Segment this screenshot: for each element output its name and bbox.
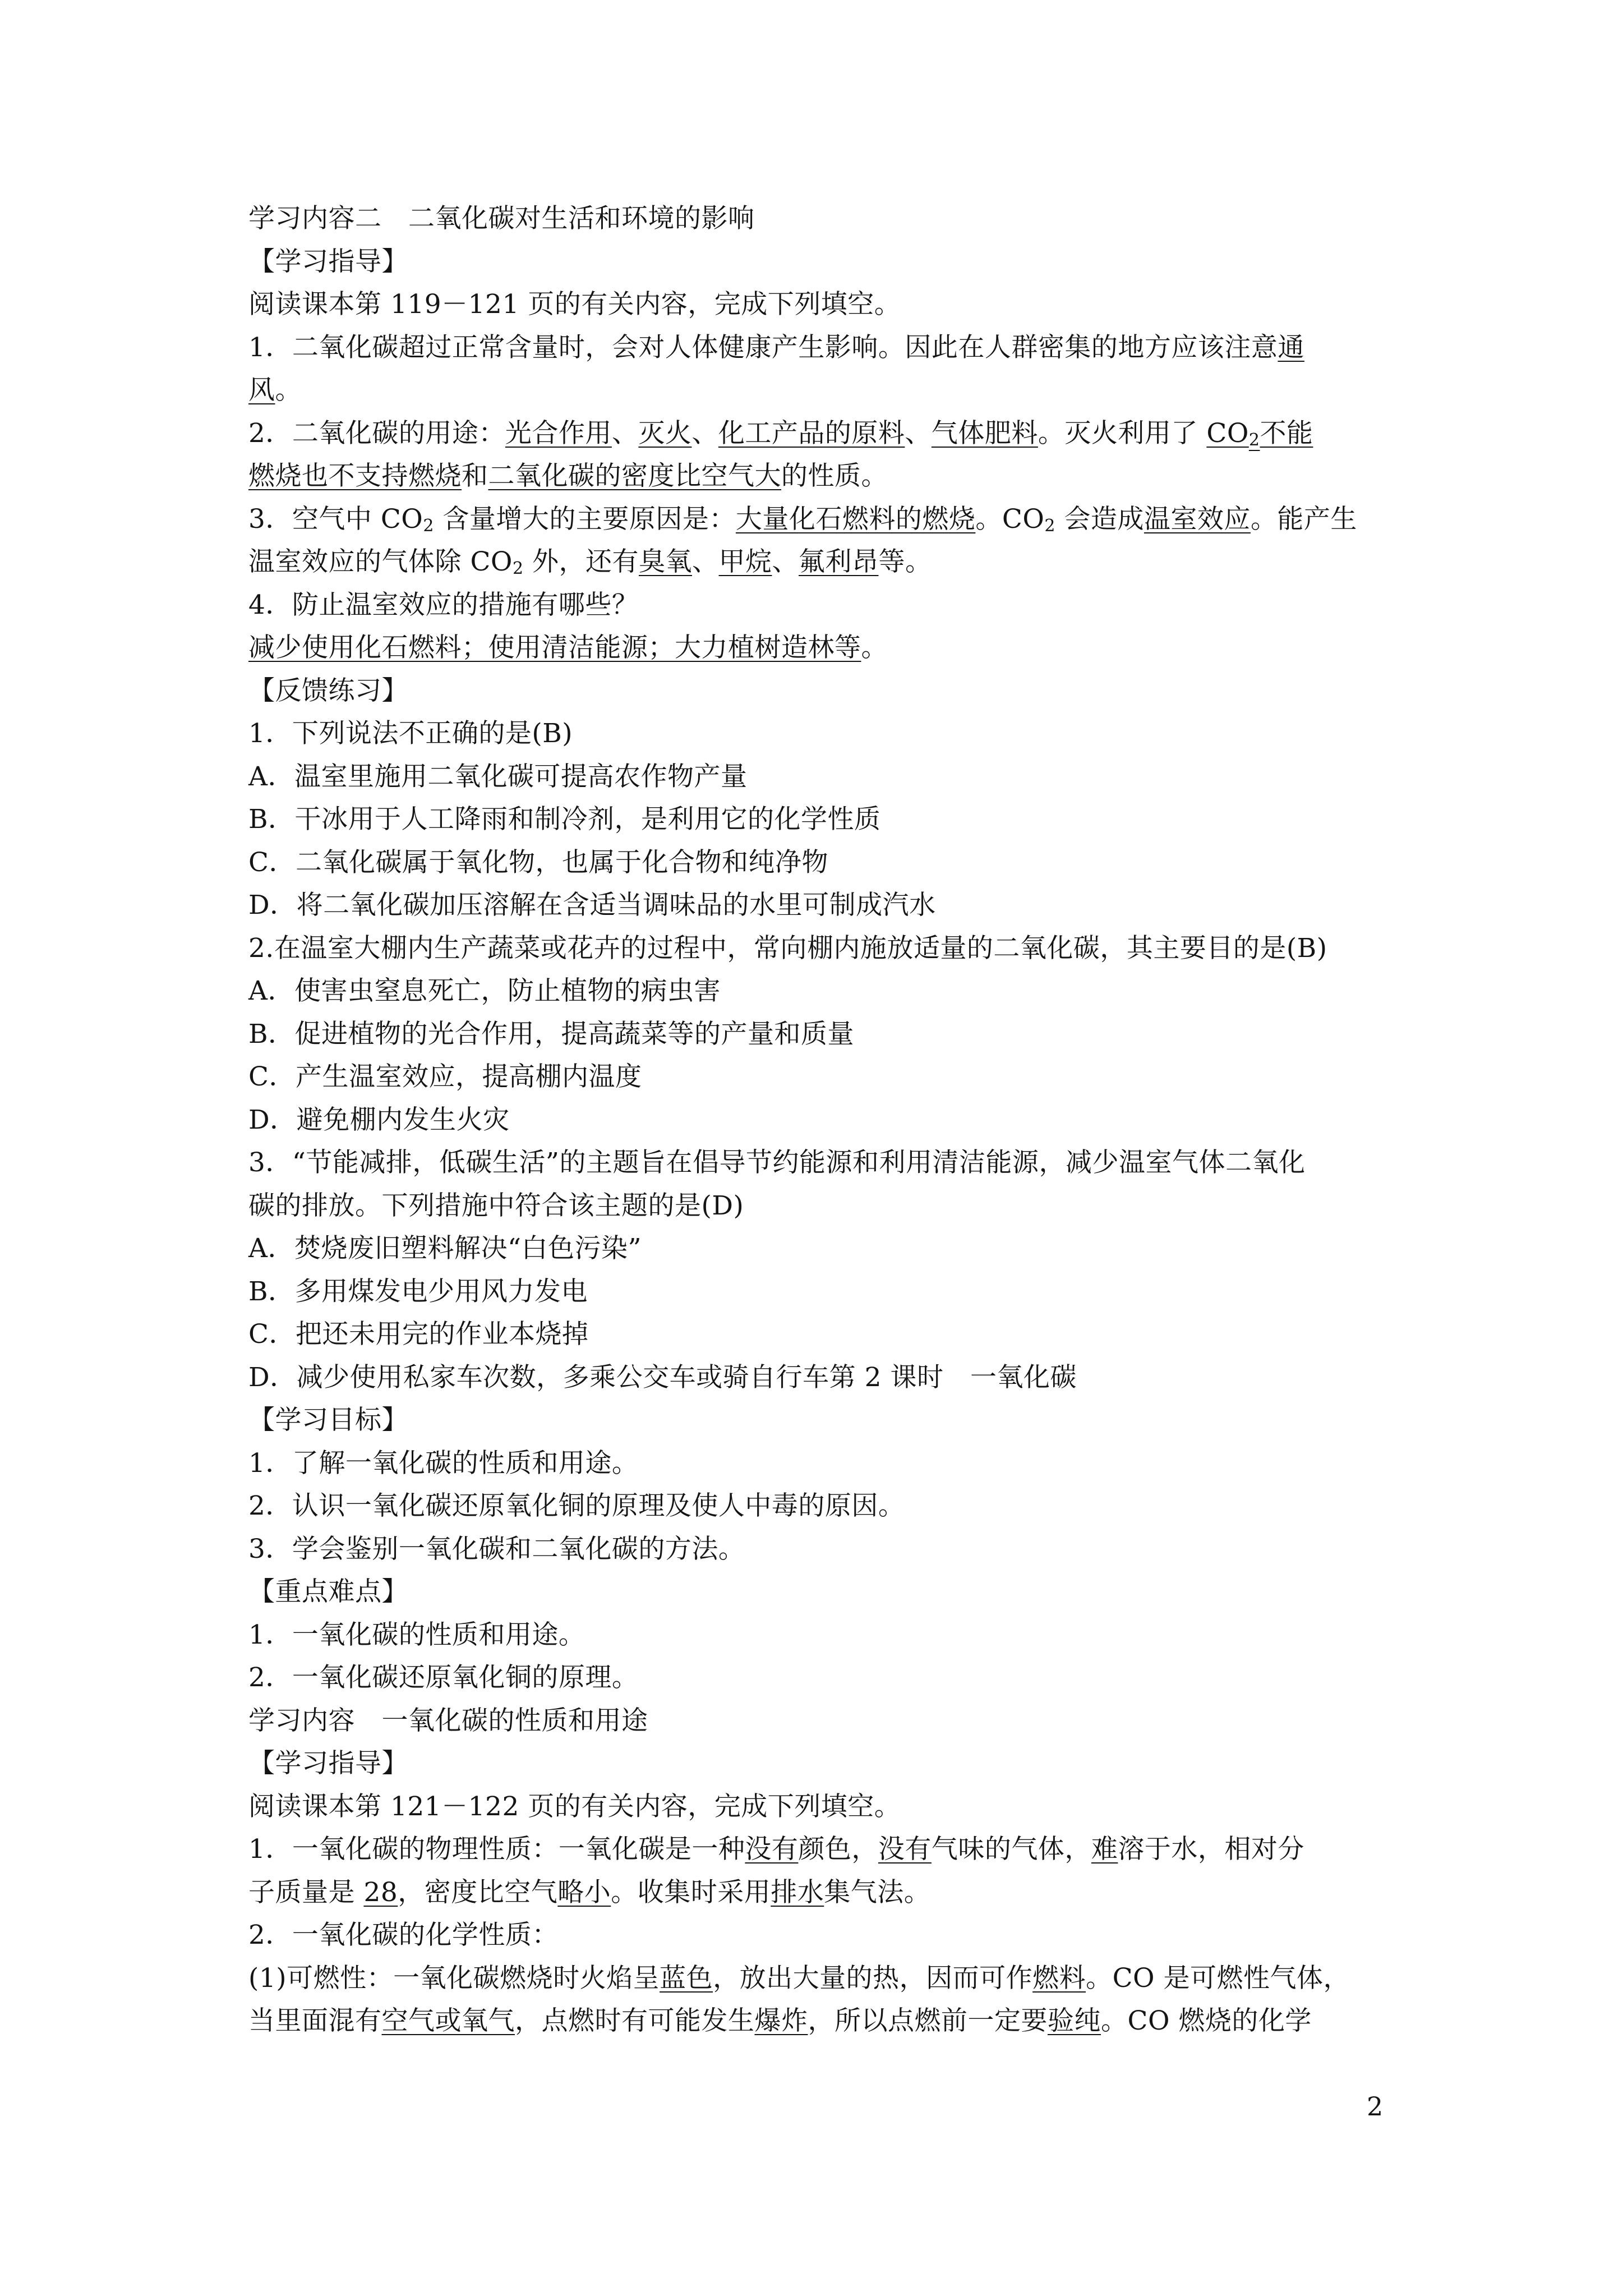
answer-fill: 2 xyxy=(1248,430,1260,450)
text-segment: ，密度比空气 xyxy=(398,1876,558,1908)
text-segment: C．二氧化碳属于氧化物，也属于化合物和纯净物 xyxy=(248,846,828,878)
text-segment: 1．一氧化碳的物理性质：一氧化碳是一种 xyxy=(248,1834,745,1865)
text-line xyxy=(248,1786,1393,1829)
text-segment: D．将二氧化碳加压溶解在含适当调味品的水里可制成汽水 xyxy=(248,890,936,921)
page-number: 2 xyxy=(1367,2091,1384,2122)
answer-fill: 28 xyxy=(363,1876,398,1908)
text-line xyxy=(248,1957,1393,2000)
text-segment: 阅读课本第 119－121 页的有关内容，完成下列填空。 xyxy=(248,289,901,320)
text-segment: 。CO 燃烧的化学 xyxy=(1101,2005,1312,2036)
text-segment: B．多用煤发电少用风力发电 xyxy=(248,1276,588,1307)
text-segment: 1．了解一氧化碳的性质和用途。 xyxy=(248,1447,639,1479)
text-segment: C．产生温室效应，提高棚内温度 xyxy=(248,1061,642,1092)
text-line xyxy=(248,1099,1393,1142)
text-line xyxy=(248,1013,1393,1056)
text-segment: 3．“节能减排，低碳生活”的主题旨在倡导节约能源和利用清洁能源，减少温室气体二氧化 xyxy=(248,1147,1306,1178)
answer-fill: 气体肥料 xyxy=(931,417,1038,449)
text-line xyxy=(248,1828,1393,1871)
text-line xyxy=(248,798,1393,841)
answer-fill: 臭氧 xyxy=(638,546,692,577)
subscript: 2 xyxy=(1044,516,1055,536)
text-segment: 【反馈练习】 xyxy=(248,675,408,706)
text-segment: 当里面混有 xyxy=(248,2005,382,2036)
answer-fill: 大量化石燃料的燃烧 xyxy=(735,503,976,535)
text-segment: 。 xyxy=(275,375,302,406)
answer-fill: CO xyxy=(1206,417,1249,449)
text-line xyxy=(248,1442,1393,1485)
text-line xyxy=(248,241,1393,284)
text-segment: 3．学会鉴别一氧化碳和二氧化碳的方法。 xyxy=(248,1533,745,1565)
answer-fill: 没有 xyxy=(745,1834,799,1865)
text-line xyxy=(248,2000,1393,2043)
answer-fill: 光合作用 xyxy=(505,417,612,449)
text-line xyxy=(248,326,1393,370)
text-segment: 、 xyxy=(611,417,639,449)
text-segment: 1．一氧化碳的性质和用途。 xyxy=(248,1619,585,1650)
text-segment: 【学习指导】 xyxy=(248,1748,408,1779)
text-line xyxy=(248,756,1393,799)
text-segment: 2.在温室大棚内生产蔬菜或花卉的过程中，常向棚内施放适量的二氧化碳，其主要目的是(B) xyxy=(248,932,1327,964)
text-segment: 2．一氧化碳还原氧化铜的原理。 xyxy=(248,1662,639,1693)
answer-fill: 爆炸 xyxy=(754,2005,808,2036)
text-segment: 【重点难点】 xyxy=(248,1576,408,1607)
text-segment: 。CO xyxy=(975,503,1045,535)
text-segment: 【学习目标】 xyxy=(248,1405,408,1435)
text-line xyxy=(248,584,1393,627)
text-line xyxy=(248,541,1393,584)
answer-fill: 温室效应 xyxy=(1144,503,1251,535)
answer-fill: 二氧化碳的密度比空气大 xyxy=(488,461,781,491)
answer-fill: 甲烷 xyxy=(718,546,772,577)
text-segment: 、 xyxy=(905,417,932,449)
answer-fill: 不能 xyxy=(1260,417,1313,449)
text-line xyxy=(248,627,1393,670)
text-segment: 等。 xyxy=(878,546,932,577)
text-line xyxy=(248,927,1393,970)
text-line xyxy=(248,841,1393,885)
text-segment: 溶于水，相对分 xyxy=(1118,1834,1304,1865)
text-line xyxy=(248,1271,1393,1314)
text-segment: ，所以点燃前一定要 xyxy=(808,2005,1048,2036)
text-line xyxy=(248,1185,1393,1228)
text-segment: 阅读课本第 121－122 页的有关内容，完成下列填空。 xyxy=(248,1791,901,1822)
answer-fill: 没有 xyxy=(878,1834,932,1865)
answer-fill: 蓝色 xyxy=(660,1962,713,1994)
text-line xyxy=(248,670,1393,713)
answer-fill: 排水 xyxy=(771,1876,824,1908)
text-segment: 和 xyxy=(462,461,488,491)
text-segment: D．避免棚内发生火灾 xyxy=(248,1104,510,1135)
text-segment: B．干冰用于人工降雨和制冷剂，是利用它的化学性质 xyxy=(248,804,881,835)
text-segment: 1．下列说法不正确的是(B) xyxy=(248,718,573,749)
text-segment: 。收集时采用 xyxy=(611,1876,771,1908)
text-segment: A．使害虫窒息死亡，防止植物的病虫害 xyxy=(248,976,721,1006)
text-segment: 碳的排放。下列措施中符合该主题的是(D) xyxy=(248,1190,744,1221)
text-segment: D．减少使用私家车次数，多乘公交车或骑自行车第 2 课时 一氧化碳 xyxy=(248,1361,1077,1393)
text-line xyxy=(248,498,1393,541)
text-segment: 3．空气中 CO xyxy=(248,503,423,535)
answer-fill: 略小 xyxy=(557,1876,611,1908)
text-line xyxy=(248,1227,1393,1271)
text-segment: 。灭火利用了 xyxy=(1038,417,1207,449)
answer-fill: 氟利昂 xyxy=(798,546,879,577)
text-segment: 4．防止温室效应的措施有哪些？ xyxy=(248,589,639,620)
text-segment: 。 xyxy=(861,632,888,663)
text-segment: 。CO 是可燃性气体， xyxy=(1086,1962,1350,1994)
text-line xyxy=(248,283,1393,326)
text-segment: 、 xyxy=(772,546,799,577)
text-segment: 【学习指导】 xyxy=(248,246,408,277)
text-segment: 2．认识一氧化碳还原氧化铜的原理及使人中毒的原因。 xyxy=(248,1490,905,1521)
text-line xyxy=(248,1056,1393,1099)
text-segment: 外，还有 xyxy=(523,546,639,577)
text-segment: B．促进植物的光合作用，提高蔬菜等的产量和质量 xyxy=(248,1018,855,1050)
text-line xyxy=(248,1914,1393,1957)
text-line xyxy=(248,1313,1393,1356)
text-segment: 2．二氧化碳的用途： xyxy=(248,417,505,449)
text-line xyxy=(248,970,1393,1013)
text-segment: 学习内容 一氧化碳的性质和用途 xyxy=(248,1705,648,1736)
answer-fill: 燃料 xyxy=(1032,1962,1086,1994)
text-line xyxy=(248,1356,1393,1400)
text-segment: 会造成 xyxy=(1055,503,1144,535)
text-line xyxy=(248,1571,1393,1614)
text-segment: ，点燃时有可能发生 xyxy=(515,2005,755,2036)
text-segment: 子质量是 xyxy=(248,1876,364,1908)
text-line xyxy=(248,1399,1393,1442)
text-line xyxy=(248,884,1393,927)
text-segment: ，放出大量的热，因而可作 xyxy=(713,1962,1033,1994)
text-segment: 1．二氧化碳超过正常含量时，会对人体健康产生影响。因此在人群密集的地方应该注意 xyxy=(248,332,1278,363)
answer-fill: 难 xyxy=(1091,1834,1118,1865)
text-segment: 学习内容二 二氧化碳对生活和环境的影响 xyxy=(248,203,755,234)
answer-fill: 通 xyxy=(1278,332,1304,363)
text-segment: 颜色， xyxy=(798,1834,878,1865)
text-line xyxy=(248,1700,1393,1743)
text-segment: 温室效应的气体除 CO xyxy=(248,546,513,577)
answer-fill: 风 xyxy=(248,375,275,406)
subscript: 2 xyxy=(423,516,434,536)
text-segment: 2．一氧化碳的化学性质： xyxy=(248,1920,559,1950)
text-segment: A．温室里施用二氧化碳可提高农作物产量 xyxy=(248,761,748,792)
text-line xyxy=(248,412,1393,455)
text-segment: 的性质。 xyxy=(781,461,888,491)
text-line xyxy=(248,1742,1393,1786)
text-segment: 、 xyxy=(691,546,719,577)
text-segment: A．焚烧废旧塑料解决“白色污染” xyxy=(248,1233,642,1264)
text-line xyxy=(248,1657,1393,1700)
answer-fill: 空气或氧气 xyxy=(381,2005,515,2036)
text-line xyxy=(248,369,1393,412)
text-segment: (1)可燃性：一氧化碳燃烧时火焰呈 xyxy=(248,1962,660,1994)
text-line xyxy=(248,1871,1393,1915)
answer-fill: 减少使用化石燃料；使用清洁能源；大力植树造林等 xyxy=(248,632,861,663)
text-segment: 。能产生 xyxy=(1250,503,1357,535)
text-segment: 气味的气体， xyxy=(931,1834,1091,1865)
text-line xyxy=(248,1142,1393,1185)
document-body xyxy=(248,197,1393,2043)
answer-fill: 灭火 xyxy=(638,417,692,449)
text-line xyxy=(248,455,1393,498)
answer-fill: 燃烧也不支持燃烧 xyxy=(248,461,462,491)
answer-fill: 验纯 xyxy=(1048,2005,1101,2036)
text-line xyxy=(248,197,1393,241)
text-line xyxy=(248,712,1393,756)
text-line xyxy=(248,1485,1393,1528)
text-segment: 含量增大的主要原因是： xyxy=(434,503,736,535)
text-segment: C．把还未用完的作业本烧掉 xyxy=(248,1319,589,1350)
answer-fill: 化工产品的原料 xyxy=(718,417,905,449)
text-line xyxy=(248,1614,1393,1657)
text-segment: 、 xyxy=(691,417,718,449)
subscript: 2 xyxy=(512,559,524,578)
text-line xyxy=(248,1528,1393,1571)
text-segment: 集气法。 xyxy=(824,1876,931,1908)
